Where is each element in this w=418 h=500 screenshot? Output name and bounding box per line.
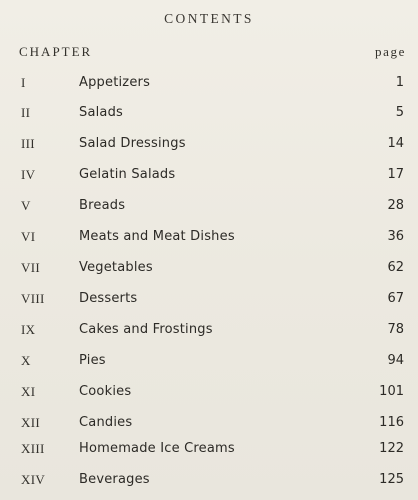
- toc-row: [0, 384, 418, 404]
- chapter-title: Cakes and Frostings: [79, 322, 213, 337]
- toc-row: [0, 322, 418, 342]
- chapter-page: 14: [387, 136, 404, 151]
- chapter-title: Breads: [79, 198, 126, 213]
- chapter-page: 1: [395, 75, 404, 90]
- chapter-number: I: [21, 75, 26, 90]
- chapter-title: Candies: [79, 415, 133, 430]
- chapter-page: 36: [387, 229, 404, 244]
- chapter-title: Vegetables: [79, 260, 153, 275]
- chapter-number: VIII: [21, 291, 45, 306]
- chapter-number: XII: [21, 415, 40, 430]
- chapter-page: 94: [387, 353, 404, 368]
- chapter-page: 17: [387, 167, 404, 182]
- chapter-title: Pies: [79, 353, 106, 368]
- chapter-page: 5: [395, 105, 404, 120]
- toc-row: [0, 105, 418, 125]
- chapter-title: Appetizers: [79, 75, 151, 90]
- chapter-page: 67: [387, 291, 404, 306]
- toc-row: [0, 353, 418, 373]
- toc-row: [0, 441, 418, 461]
- toc-row: [0, 229, 418, 249]
- toc-row: [0, 75, 418, 95]
- chapter-page: 125: [379, 472, 404, 487]
- toc-row: [0, 136, 418, 156]
- chapter-number: XI: [21, 384, 36, 399]
- chapter-page: 101: [379, 384, 404, 399]
- chapter-number: X: [21, 353, 31, 368]
- chapter-title: Meats and Meat Dishes: [79, 229, 235, 244]
- toc-row: [0, 260, 418, 280]
- chapter-number: XIII: [21, 441, 45, 456]
- page-title: CONTENTS: [164, 11, 254, 26]
- chapter-title: Homemade Ice Creams: [79, 441, 235, 456]
- chapter-number: II: [21, 105, 31, 120]
- chapter-title: Desserts: [79, 291, 138, 306]
- chapter-title: Beverages: [79, 472, 150, 487]
- toc-row: [0, 472, 418, 492]
- chapter-number: VII: [21, 260, 40, 275]
- chapter-number: V: [21, 198, 31, 213]
- chapter-title: Gelatin Salads: [79, 167, 176, 182]
- chapter-page: 116: [379, 415, 404, 430]
- chapter-number: IX: [21, 322, 36, 337]
- toc-row: [0, 167, 418, 187]
- chapter-title: Cookies: [79, 384, 132, 399]
- chapter-number: XIV: [21, 472, 46, 487]
- page-column-header: page: [375, 44, 406, 59]
- chapter-title: Salad Dressings: [79, 136, 186, 151]
- chapter-page: 28: [387, 198, 404, 213]
- chapter-column-header: CHAPTER: [19, 44, 93, 59]
- chapter-page: 62: [387, 260, 404, 275]
- toc-row: [0, 415, 418, 435]
- chapter-title: Salads: [79, 105, 124, 120]
- chapter-number: III: [21, 136, 35, 151]
- toc-row: [0, 198, 418, 218]
- chapter-page: 122: [379, 441, 404, 456]
- toc-row: [0, 291, 418, 311]
- chapter-number: VI: [21, 229, 36, 244]
- chapter-number: IV: [21, 167, 36, 182]
- chapter-page: 78: [387, 322, 404, 337]
